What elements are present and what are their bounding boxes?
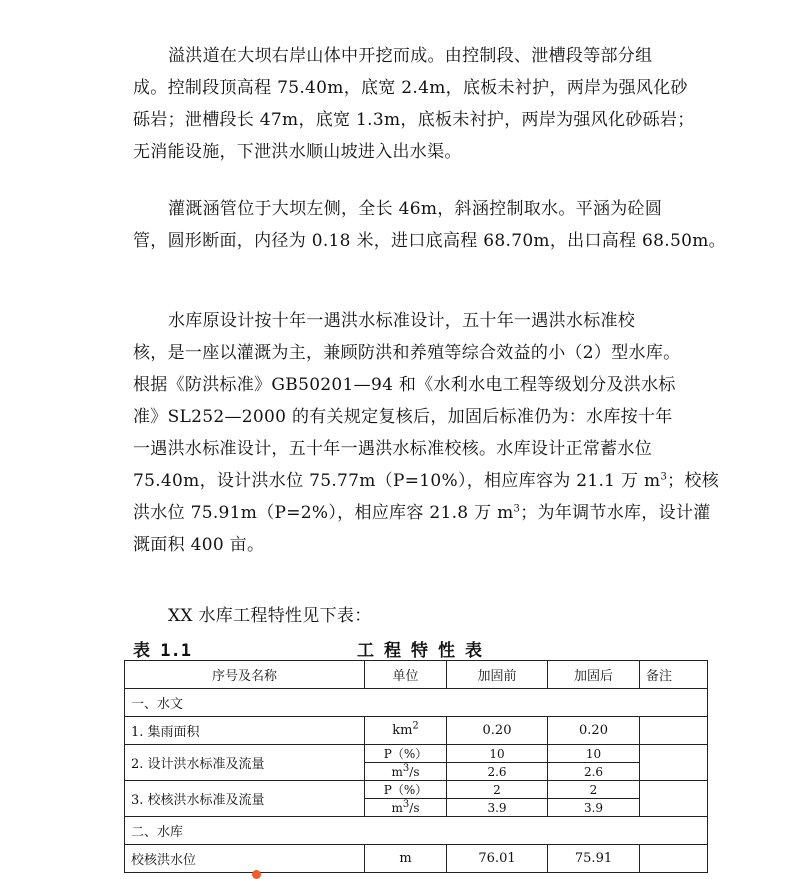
text-fragment: ；校核: [667, 471, 720, 491]
superscript: 3: [660, 471, 668, 483]
paragraph-design-standard: [133, 305, 720, 561]
paragraph-spillway: [133, 40, 705, 168]
value-after: 2.6: [548, 763, 640, 781]
unit-cell: [365, 717, 447, 745]
superscript: 3: [402, 798, 410, 810]
note-cell: [640, 845, 708, 873]
watermark-dot: [252, 870, 261, 879]
text-line: 核，是一座以灌溉为主，兼顾防洪和养殖等综合效益的小（2）型水库。: [133, 343, 681, 363]
unit-text: /s: [409, 764, 420, 779]
unit-cell: m: [365, 845, 447, 873]
table-section-row: [125, 689, 708, 717]
table-row: [125, 781, 708, 799]
value-before: 10: [447, 745, 548, 763]
value-before: 3.9: [447, 799, 548, 817]
text-line: 溉面积 400 亩。: [133, 535, 265, 555]
value-after: 0.20: [548, 717, 640, 745]
note-cell: [640, 717, 708, 745]
text-line: 一遇洪水标准设计，五十年一遇洪水标准校核。水库设计正常蓄水位: [133, 439, 652, 459]
unit-text: m: [391, 800, 403, 815]
row-name: 2. 设计洪水标准及流量: [125, 745, 365, 781]
table-header-row: [125, 661, 708, 689]
paragraph-culvert: [133, 193, 726, 257]
text-line: 灌溉涵管位于大坝左侧，全长 46m，斜涵控制取水。平涵为砼圆: [168, 199, 663, 219]
unit-text: km: [392, 723, 413, 738]
value-before: 0.20: [447, 717, 548, 745]
superscript: 3: [402, 762, 410, 774]
section-title: 一、水文: [125, 689, 708, 717]
table-row: [125, 845, 708, 873]
text-line: 准》SL252—2000 的有关规定复核后，加固后标准仍为：水库按十年: [133, 407, 673, 427]
superscript: 3: [513, 503, 521, 515]
table-row: [125, 717, 708, 745]
value-before: 76.01: [447, 845, 548, 873]
row-name: 校核洪水位: [125, 845, 365, 873]
text-line: 无消能设施，下泄洪水顺山坡进入出水渠。: [133, 142, 462, 162]
text-fragment: 75.40m，设计洪水位 75.77m（P=10%），相应库容为 21.1 万 m: [133, 471, 661, 491]
row-name: 1. 集雨面积: [125, 717, 365, 745]
text-line: 根据《防洪标准》GB50201—94 和《水利水电工程等级划分及洪水标: [133, 375, 676, 395]
paragraph-table-intro: [133, 600, 705, 632]
text-line: XX 水库工程特性见下表：: [168, 606, 372, 626]
text-line: 水库原设计按十年一遇洪水标准设计，五十年一遇洪水标准校: [168, 311, 636, 331]
unit-cell: [365, 763, 447, 781]
table-section-row: [125, 817, 708, 845]
section-title: 二、水库: [125, 817, 708, 845]
header-cell: 加固后: [548, 661, 640, 689]
header-cell: 加固前: [447, 661, 548, 689]
header-cell: 备注: [640, 661, 708, 689]
engineering-spec-table: [124, 660, 708, 873]
text-line: 溢洪道在大坝右岸山体中开挖而成。由控制段、泄槽段等部分组: [168, 46, 653, 66]
note-cell: [640, 745, 708, 781]
value-before: 2: [447, 781, 548, 799]
value-after: 2: [548, 781, 640, 799]
value-before: 2.6: [447, 763, 548, 781]
value-after: 3.9: [548, 799, 640, 817]
row-name: 3. 校核洪水标准及流量: [125, 781, 365, 817]
unit-cell: [365, 799, 447, 817]
text-fragment: ；为年调节水库，设计灌: [520, 503, 711, 523]
superscript: 2: [412, 720, 419, 732]
table-number: 表 1.1: [133, 641, 191, 661]
value-after: 10: [548, 745, 640, 763]
text-line: [133, 497, 711, 529]
text-line: 成。控制段顶高程 75.40m，底宽 2.4m，底板未衬护，两岸为强风化砂: [133, 78, 688, 98]
unit-text: m: [391, 764, 403, 779]
unit-text: /s: [409, 800, 420, 815]
header-cell: 序号及名称: [125, 661, 365, 689]
text-line: [133, 465, 720, 497]
header-cell: 单位: [365, 661, 447, 689]
value-after: 75.91: [548, 845, 640, 873]
table-title: 工程特性表: [357, 641, 492, 661]
note-cell: [640, 781, 708, 817]
text-line: 管，圆形断面，内径为 0.18 米，进口底高程 68.70m，出口高程 68.50m。: [133, 231, 726, 251]
text-line: 砾岩；泄槽段长 47m，底宽 1.3m，底板未衬护，两岸为强风化砂砾岩；: [133, 110, 695, 130]
table-row: [125, 745, 708, 763]
text-fragment: 洪水位 75.91m（P=2%），相应库容 21.8 万 m: [133, 503, 514, 523]
table-caption: [133, 636, 705, 660]
unit-cell: P（%）: [365, 781, 447, 799]
unit-cell: P（%）: [365, 745, 447, 763]
